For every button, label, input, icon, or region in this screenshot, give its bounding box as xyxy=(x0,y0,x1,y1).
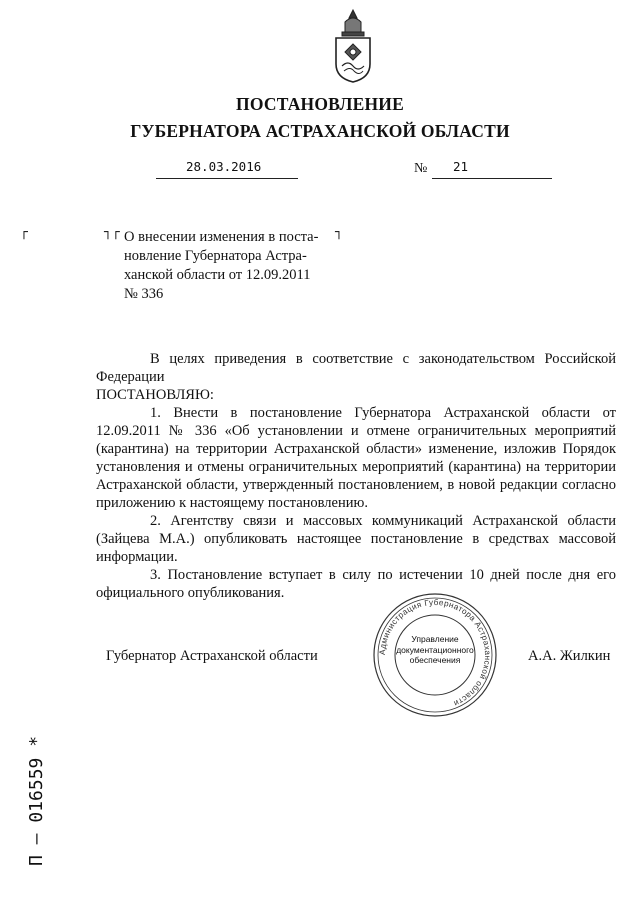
coat-of-arms-emblem xyxy=(328,8,378,84)
body-item-1: 1. Внести в постановление Губернатора Астраханской области от 12.09.2011 № 336 «Об установлении и отмене ограничительных мероприятий (карантина) на территории Астраханской области» изменение, изложив Порядок установления и отмены ограничительных мероприятий (карантина) на территории Астраханской области, утвержденный постановлением, в новой редакции согласно приложению к настоящему постановлению. xyxy=(96,405,616,511)
body-item-2: 2. Агентству связи и массовых коммуникаций Астраханской области (Зайцева М.А.) опубликовать настоящее постановление в средствах массовой информации. xyxy=(96,513,616,565)
document-title: ПОСТАНОВЛЕНИЕ xyxy=(236,94,404,114)
corner-mark-left: ┌ xyxy=(20,225,28,240)
subject-line: ханской области от 12.09.2011 xyxy=(124,267,311,283)
document-date: 28.03.2016 xyxy=(186,159,262,174)
seal-center-text xyxy=(393,634,477,666)
subject-line: № 336 xyxy=(124,286,164,302)
subject-line: О внесении изменения в поста- xyxy=(124,229,319,245)
document-issuer: ГУБЕРНАТОРА АСТРАХАНСКОЙ ОБЛАСТИ xyxy=(130,121,510,141)
seal-line: обеспечения xyxy=(409,655,461,665)
number-sign: № xyxy=(414,161,428,176)
subject-line: новление Губернатора Астра- xyxy=(124,248,307,264)
intro-paragraph: В целях приведения в соответствие с законодательством Российской Федерации xyxy=(96,351,616,385)
document-body xyxy=(96,350,616,602)
document-subject xyxy=(124,225,343,304)
decree-word: ПОСТАНОВЛЯЮ: xyxy=(96,387,214,403)
seal-ring-text: Администрация Губернатора Астраханской области xyxy=(377,597,493,709)
corner-mark-subject-right: ┐ xyxy=(335,225,343,240)
seal-line: Управление xyxy=(411,634,459,644)
seal-line: документационного xyxy=(396,644,474,655)
signatory-name: А.А. Жилкин xyxy=(528,648,611,664)
serial-number-vertical xyxy=(14,718,54,868)
signatory-position: Губернатор Астраханской области xyxy=(106,648,318,664)
number-underline xyxy=(432,160,552,179)
body-item-3: 3. Постановление вступает в силу по истечении 10 дней после дня его официального опубликования. xyxy=(96,567,616,601)
document-number: 21 xyxy=(453,159,469,174)
serial-number-text: П – 016559 * xyxy=(26,735,47,866)
corner-mark-subject-left: ┐┌ xyxy=(104,225,120,240)
